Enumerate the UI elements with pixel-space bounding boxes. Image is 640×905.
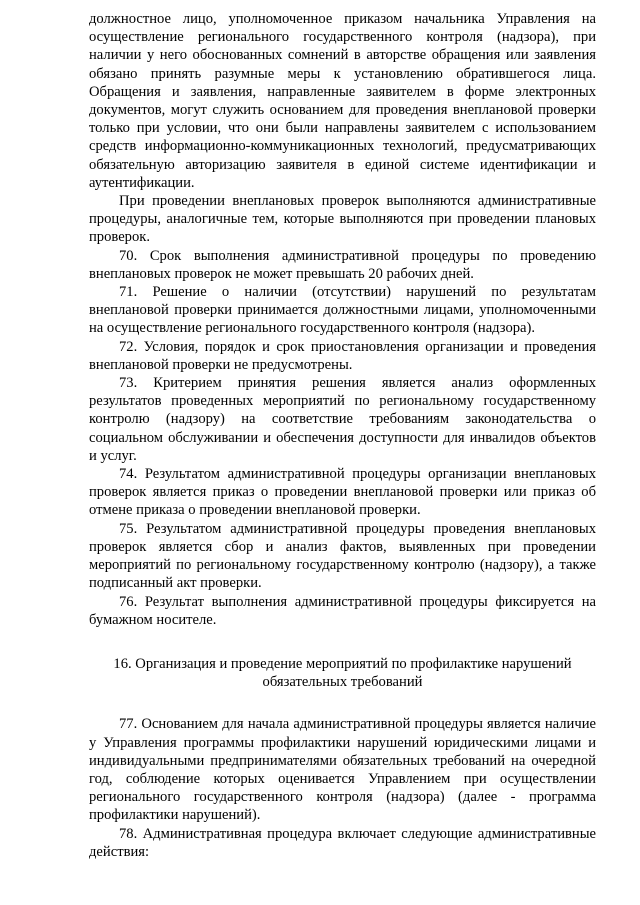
paragraph-77: 77. Основанием для начала административной процедуры является наличие у Управления программы профилактики нарушений юридическими лицами и индивидуальными предпринимателями обязательных требований на очередной год, соблюдение которых оценивается Управлением при осуществлении регионального государственного контроля (надзора) (далее - программа профилактики нарушений). (89, 716, 596, 824)
paragraph-continuation: должностное лицо, уполномоченное приказом начальника Управления на осуществление регионального государственного контроля (надзора), при наличии у него обоснованных сомнений в авторстве обращения или заявления обязано принять разумные меры к установлению обратившегося лица. Обращения и заявления, направленные заявителем в форме электронных документов, могут служить основанием для проведения внеплановой проверки только при условии, что они были направлены заявителем с использованием средств информационно-коммуникационных технологий, предусматривающих обязательную авторизацию заявителя в единой системе идентификации и аутентификации. (89, 11, 596, 191)
paragraph-73: 73. Критерием принятия решения является анализ оформленных результатов проведенных мероприятий по региональному государственному контролю (надзору) на соответствие требованиям законодательства о социальном обслуживании и обеспечения доступности для инвалидов объектов и услуг. (89, 375, 596, 464)
paragraph-78: 78. Административная процедура включает следующие административные действия: (89, 825, 596, 860)
section-heading: 16. Организация и проведение мероприятий по профилактике нарушений обязательных требований (113, 655, 572, 691)
spacer (89, 691, 596, 715)
paragraph-unplanned-procedures: При проведении внеплановых проверок выполняются административные процедуры, аналогичные тем, которые выполняются при проведении плановых проверок. (89, 193, 596, 246)
paragraph-75: 75. Результатом административной процедуры проведения внеплановых проверок является сбор и анализ фактов, выявленных при проведении мероприятий по региональному государственному контролю (надзору), а также подписанный акт проверки. (89, 520, 596, 592)
document-page (89, 10, 596, 861)
spacer (89, 629, 596, 655)
paragraph-70: 70. Срок выполнения административной процедуры по проведению внеплановых проверок не может превышать 20 рабочих дней. (89, 247, 596, 282)
paragraph-74: 74. Результатом административной процедуры организации внеплановых проверок является приказ о проведении внеплановой проверки или приказ об отмене приказа о проведении внеплановой проверки. (89, 466, 596, 519)
paragraph-71: 71. Решение о наличии (отсутствии) нарушений по результатам внеплановой проверки принимается должностными лицами, уполномоченными на осуществление регионального государственного контроля (надзора). (89, 284, 596, 337)
paragraph-72: 72. Условия, порядок и срок приостановления организации и проведения внеплановой проверки не предусмотрены. (89, 338, 596, 373)
paragraph-76: 76. Результат выполнения административной процедуры фиксируется на бумажном носителе. (89, 593, 596, 628)
